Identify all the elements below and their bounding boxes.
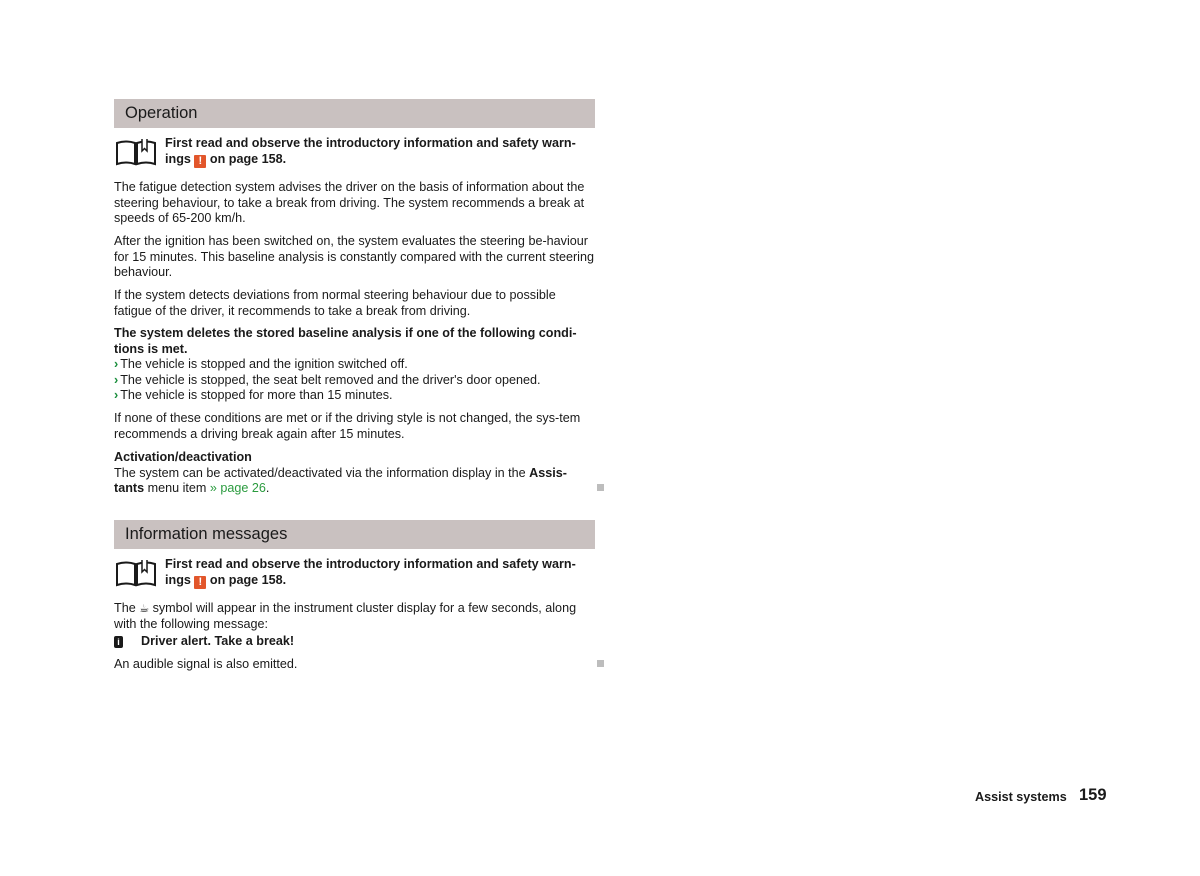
paragraph-text: An audible signal is also emitted. [114, 657, 298, 671]
list-item [114, 357, 595, 373]
section-end-icon [597, 484, 604, 491]
paragraph-symbol [114, 601, 595, 632]
page-reference-link[interactable]: » page 26 [209, 481, 266, 495]
paragraph-no-conditions [114, 411, 595, 442]
paragraph-text: If the system detects deviations from normal steering behaviour due to possible fatigue of the driver, it recommends to take a break from driving. [114, 288, 556, 318]
chevron-right-icon: › [114, 388, 119, 402]
warning-text-line1: First read and observe the introductory information and safety warn- [165, 557, 576, 571]
warning-page-ref[interactable]: on page 158. [209, 572, 287, 587]
footer-chapter-title: Assist systems [975, 790, 1067, 804]
activation-block [114, 450, 595, 497]
paragraph-fatigue-intro [114, 180, 595, 227]
list-item [114, 373, 595, 389]
warning-text-line1: First read and observe the introductory information and safety warn- [165, 136, 576, 150]
section-heading-operation: Operation [114, 99, 595, 128]
book-icon [114, 137, 158, 167]
paragraph-text: The fatigue detection system advises the driver on the basis of information about the steering behaviour, to take a break from driving. The system recommends a break at speeds of 65-200 km/h. [114, 180, 585, 225]
list-item-text: The vehicle is stopped for more than 15 minutes. [120, 388, 393, 402]
paragraph-baseline [114, 234, 595, 281]
exclamation-icon: ! [194, 576, 206, 589]
list-item-text: The vehicle is stopped and the ignition switched off. [120, 357, 408, 371]
activation-heading: Activation/deactivation [114, 450, 252, 464]
paragraph-text: After the ignition has been switched on, the system evaluates the steering be-haviour for 15 minutes. This baseline analysis is constantly compared with the current steering behaviour. [114, 234, 594, 279]
symbol-text-post: symbol will appear in the instrument cluster display for a few seconds, along with the following message: [114, 601, 577, 631]
activation-text-pre: The system can be activated/deactivated via the information display in the [114, 465, 526, 480]
chevron-right-icon: › [114, 357, 119, 371]
activation-text-mid: menu item [147, 481, 207, 495]
warning-page-ref[interactable]: on page 158. [209, 151, 287, 166]
warning-text-ings: ings [165, 572, 191, 587]
chevron-right-icon: › [114, 372, 119, 387]
paragraph-deviation [114, 288, 595, 319]
menu-name-assistants: Assis-tants [114, 465, 567, 495]
message-text: Driver alert. Take a break! [141, 634, 295, 648]
conditions-heading: The system deletes the stored baseline analysis if one of the following condi-tions is met. [114, 326, 577, 356]
paragraph-text [114, 601, 595, 632]
paragraph-audible [114, 657, 595, 673]
driver-alert-message [114, 634, 595, 650]
activation-text [114, 466, 595, 497]
warning-text-ings: ings [165, 151, 191, 166]
section-heading-information-messages: Information messages [114, 520, 595, 549]
safety-warning-note [114, 557, 595, 591]
coffee-cup-icon: ☕ [139, 602, 150, 615]
page-number: 159 [1079, 786, 1107, 804]
conditions-block [114, 326, 595, 404]
activation-text-end: . [265, 481, 270, 495]
book-icon [114, 558, 158, 588]
paragraph-text: If none of these conditions are met or if the driving style is not changed, the sys-tem recommends a driving break again after 15 minutes. [114, 411, 581, 441]
info-icon: i [114, 636, 123, 648]
exclamation-icon: ! [194, 155, 206, 168]
safety-warning-note [114, 136, 595, 170]
list-item [114, 388, 595, 404]
section-end-icon [597, 660, 604, 667]
list-item-text: The vehicle is stopped, the seat belt removed and the driver's door opened. [120, 372, 541, 387]
symbol-text-pre: The [114, 601, 136, 615]
